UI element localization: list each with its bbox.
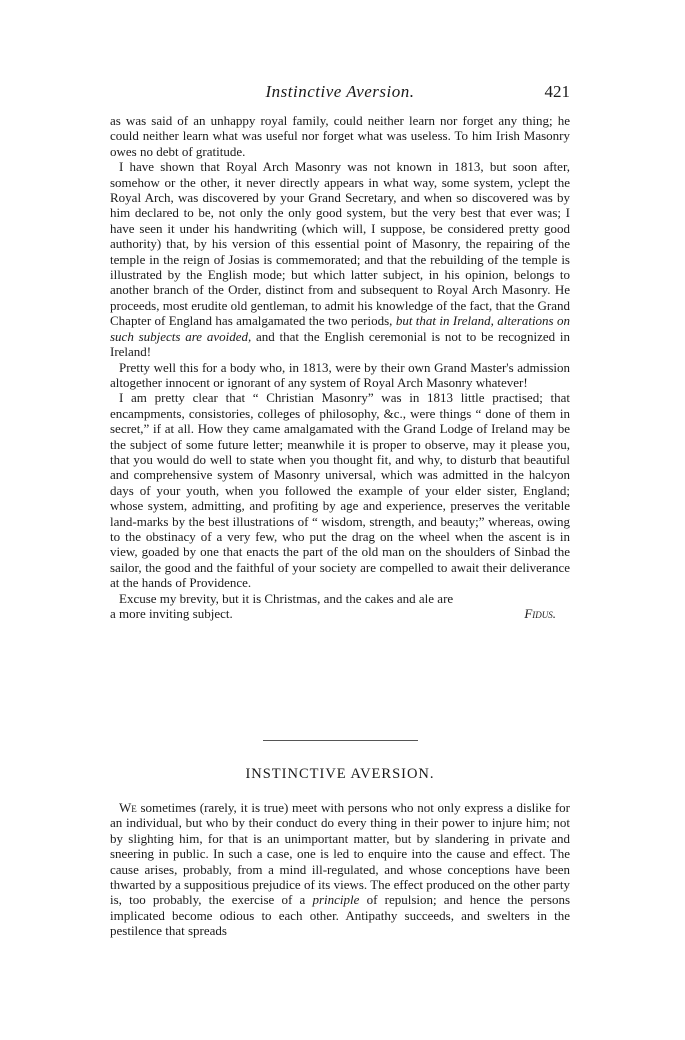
signoff-line bbox=[110, 606, 570, 621]
italic-phrase: principle bbox=[312, 892, 360, 908]
italic-clause: but that in Ireland, alterations on such subjects are avoided, bbox=[110, 313, 570, 344]
article-text-end: of repulsion; and hence the persons implicated become odious to each other. Antipathy succeeds, and swelters in the pestilence that spreads bbox=[110, 892, 570, 939]
paragraph-text: I have shown that Royal Arch Masonry was not known in 1813, but soon after, somehow or the other, it never directly appears in what way, some system, yclept the Royal Arch, was discovered by your Grand Secretary, and when so discovered was by him declared to be, not only the only good system, but the very best that ever was; I have seen it under his handwriting (which will, I suppose, be considered pretty good authority) that, by his version of this essential point of Masonry, the repairing of the temple in the reign of Josias is commemorated; and that the rebuilding of the temple is illustrated by the English mode; but which latter subject, in his opinion, belongs to another branch of the Order, distinct from and subsequent to Royal Arch Masonry. He proceeds, most erudite old gentleman, to admit his knowledge of the fact, that the Grand Chapter of England has amalgamated the two periods, bbox=[110, 159, 570, 329]
letter-continuation bbox=[110, 113, 570, 621]
clause-tail: and that the English ceremonial is not to be recognized in Ireland! bbox=[110, 328, 570, 360]
article-text: sometimes (rarely, it is true) meet with persons who not only express a dislike for an individual, but who by their conduct do every thing in their power to injure him; not by slighting him, for that is an unimportant matter, but by slandering in private and sneering in public. In such a case, one is led to enquire into the cause and effect. The cause arises, probably, from a mind ill-regulated, and whose conceptions have been thwarted by a suppositious prejudice of its views. The effect produced on the other party is, too probably, the exercise of a bbox=[110, 800, 570, 908]
section-divider bbox=[263, 740, 418, 741]
running-title: Instinctive Aversion. bbox=[265, 82, 415, 101]
page-header bbox=[110, 82, 570, 106]
article-body bbox=[110, 800, 570, 939]
article-paragraph bbox=[110, 800, 570, 939]
letter-paragraph: Pretty well this for a body who, in 1813, were by their own Grand Master's admission altogether innocent or ignorant of any system of Royal Arch Masonry whatever! bbox=[110, 359, 570, 390]
signature: Fidus. bbox=[524, 606, 556, 621]
closing-end: a more inviting subject. bbox=[110, 606, 233, 621]
letter-paragraph: as was said of an unhappy royal family, could neither learn nor forget any thing; he could neither learn what was useful nor forget what was useless. To him Irish Masonry owes no debt of gratitude. bbox=[110, 113, 570, 159]
page-number: 421 bbox=[544, 82, 570, 101]
letter-paragraph: I am pretty clear that “ Christian Masonry” was in 1813 little practised; that encampments, consistories, colleges of philosophy, &c., were things “ done of them in secret,” if at all. How they came amalgamated with the Grand Lodge of Ireland may be the subject of some future letter; meanwhile it is proper to observe, may it please you, that you would do well to state when you thought fit, and why, to disturb that beautiful and comprehensive system of Masonry universal, which was admitted in the halcyon days of your youth, when you followed the example of your elder sister, England; whose system, admitting, and profiting by age and experience, preserves the veritable land-marks by the best illustrations of “ wisdom, strength, and beauty;” whereas, owing to the obstinacy of a very few, who put the drag on the wheel when the ascent is in view, goaded by one that enacts the part of the old man on the shoulders of Sinbad the sailor, the good and the faithful of your society are compelled to await their deliverance at the hands of Providence. bbox=[110, 390, 570, 591]
letter-paragraph bbox=[110, 159, 570, 359]
letter-closing: Excuse my brevity, but it is Christmas, and the cakes and ale are bbox=[119, 590, 454, 606]
dropcap-word: We bbox=[119, 800, 137, 815]
article-title: INSTINCTIVE AVERSION. bbox=[245, 766, 435, 782]
